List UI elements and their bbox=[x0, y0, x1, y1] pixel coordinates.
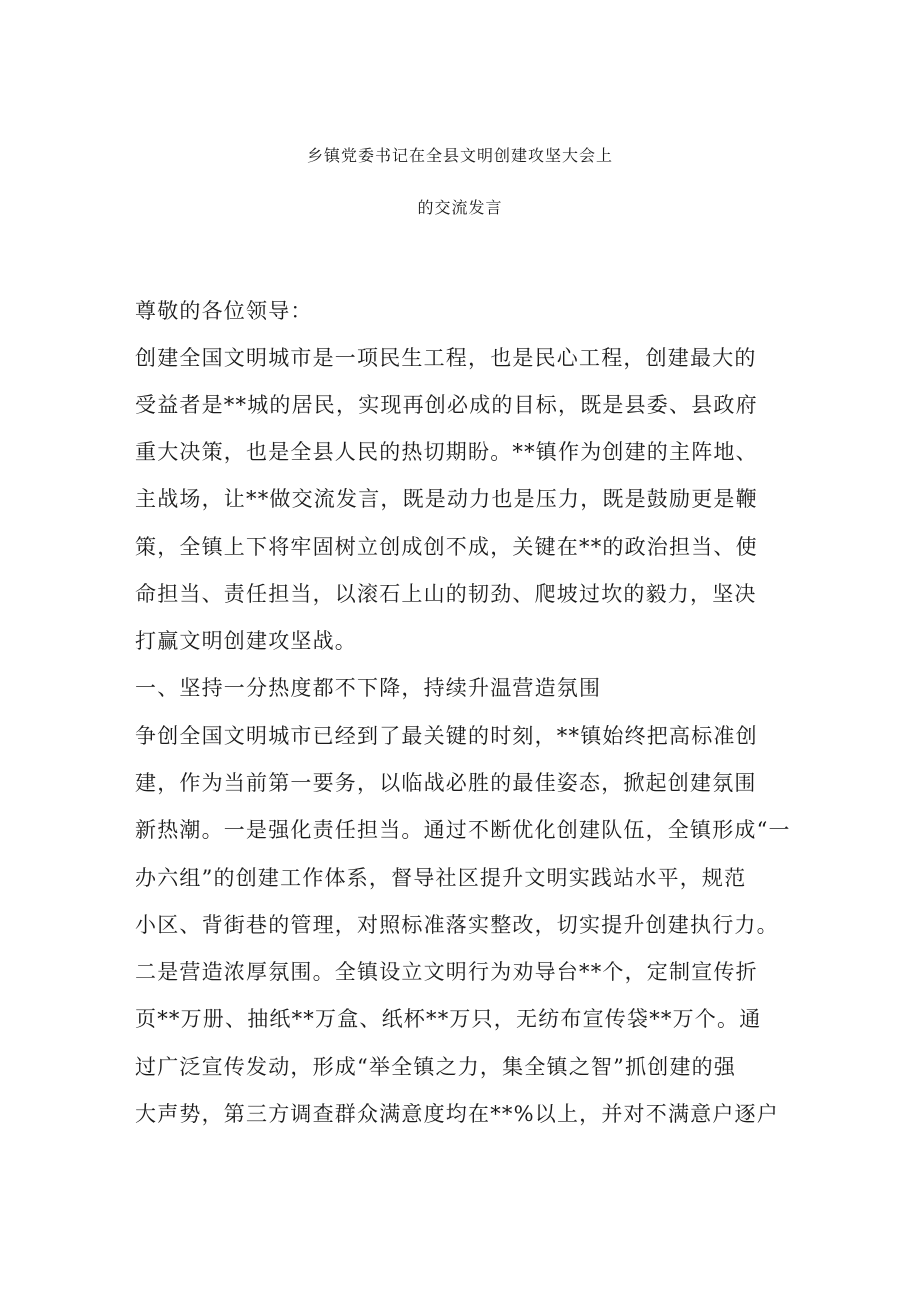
body-line: 过广泛宣传发动，形成“举全镇之力，集全镇之智”抓创建的强 bbox=[135, 1055, 737, 1079]
body-line: 重大决策，也是全县人民的热切期盼。**镇作为创建的主阵地、 bbox=[135, 440, 758, 464]
body-line: 小区、背街巷的管理，对照标准落实整改，切实提升创建执行力。 bbox=[135, 913, 779, 937]
body-line: 命担当、责任担当，以滚石上山的韧劲、爬坡过坎的毅力，坚决 bbox=[135, 582, 757, 606]
body-line: 争创全国文明城市已经到了最关键的时刻，**镇始终把高标准创 bbox=[135, 724, 758, 748]
body-line: 创建全国文明城市是一项民生工程，也是民心工程，创建最大的 bbox=[135, 346, 757, 370]
body-line: 主战场，让**做交流发言，既是动力也是压力，既是鼓励更是鞭 bbox=[135, 487, 758, 511]
section-heading: 一、坚持一分热度都不下降，持续升温营造氛围 bbox=[135, 676, 602, 700]
body-line: 办六组”的创建工作体系，督导社区提升文明实践站水平，规范 bbox=[135, 866, 747, 890]
document-title-line-2: 的交流发言 bbox=[417, 198, 503, 217]
body-line: 新热潮。一是强化责任担当。通过不断优化创建队伍，全镇形成“一 bbox=[135, 818, 791, 842]
body-line: 受益者是**城的居民，实现再创必成的目标，既是县委、县政府 bbox=[135, 393, 758, 417]
body-line: 大声势，第三方调查群众满意度均在**%以上，并对不满意户逐户 bbox=[135, 1102, 779, 1126]
body-line: 建，作为当前第一要务，以临战必胜的最佳姿态，掀起创建氛围 bbox=[135, 771, 757, 795]
body-line: 页**万册、抽纸**万盒、纸杯**万只，无纺布宣传袋**万个。通 bbox=[135, 1007, 762, 1031]
body-line: 打赢文明创建攻坚战。 bbox=[135, 629, 357, 653]
document-title-line-1: 乡镇党委书记在全县文明创建攻坚大会上 bbox=[306, 146, 613, 165]
body-line: 策，全镇上下将牢固树立创成创不成，关键在**的政治担当、使 bbox=[135, 535, 758, 559]
salutation: 尊敬的各位领导： bbox=[135, 299, 313, 323]
body-line: 二是营造浓厚氛围。全镇设立文明行为劝导台**个，定制宣传折 bbox=[135, 960, 758, 984]
